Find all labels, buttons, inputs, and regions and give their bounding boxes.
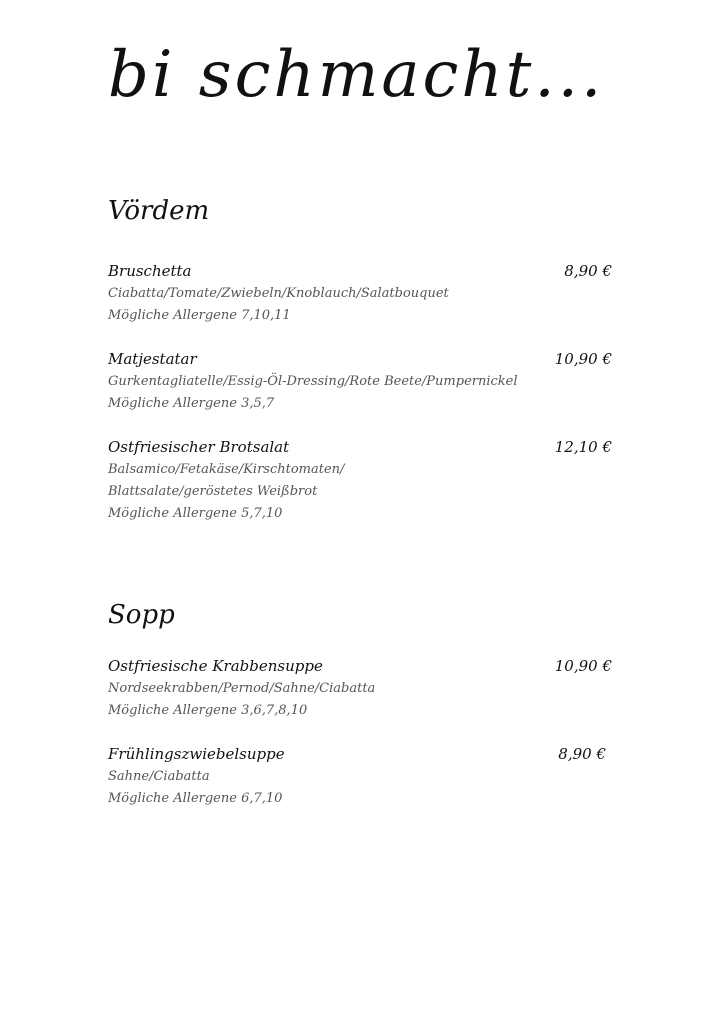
item-price-brotsalat: 12,10 €: [554, 438, 612, 456]
item-allergens-brotsalat: Mögliche Allergene 5,7,10: [108, 506, 283, 521]
item-allergens-matjestatar: Mögliche Allergene 3,5,7: [108, 396, 275, 411]
item-price-krabbensuppe: 10,90 €: [554, 657, 612, 675]
item-name-matjestatar: Matjestatar: [108, 350, 197, 368]
item-name-brotsalat: Ostfriesischer Brotsalat: [108, 438, 290, 456]
item-price-fruehlingszwiebelsuppe: 8,90 €: [558, 745, 606, 763]
item-allergens-krabbensuppe: Mögliche Allergene 3,6,7,8,10: [108, 703, 308, 718]
item-description-brotsalat-line-1: Balsamico/Fetakäse/Kirschtomaten/: [108, 462, 345, 477]
item-description-bruschetta: Ciabatta/Tomate/Zwiebeln/Knoblauch/Salatbouquet: [108, 286, 449, 301]
section-title-sopp: Sopp: [108, 600, 175, 630]
item-description-fruehlingszwiebelsuppe: Sahne/Ciabatta: [108, 769, 210, 784]
item-allergens-fruehlingszwiebelsuppe: Mögliche Allergene 6,7,10: [108, 791, 283, 806]
item-description-brotsalat-line-2: Blattsalate/geröstetes Weißbrot: [108, 484, 318, 499]
item-description-matjestatar: Gurkentagliatelle/Essig-Öl-Dressing/Rote Beete/Pumpernickel: [108, 374, 518, 389]
section-title-vordem: Vördem: [108, 196, 210, 226]
item-name-fruehlingszwiebelsuppe: Frühlingszwiebelsuppe: [108, 745, 285, 763]
item-price-matjestatar: 10,90 €: [554, 350, 612, 368]
item-name-bruschetta: Bruschetta: [108, 262, 192, 280]
item-description-krabbensuppe: Nordseekrabben/Pernod/Sahne/Ciabatta: [108, 681, 376, 696]
item-price-bruschetta: 8,90 €: [564, 262, 612, 280]
menu-title: bi schmacht...: [108, 38, 605, 112]
item-name-krabbensuppe: Ostfriesische Krabbensuppe: [108, 657, 323, 675]
item-allergens-bruschetta: Mögliche Allergene 7,10,11: [108, 308, 291, 323]
